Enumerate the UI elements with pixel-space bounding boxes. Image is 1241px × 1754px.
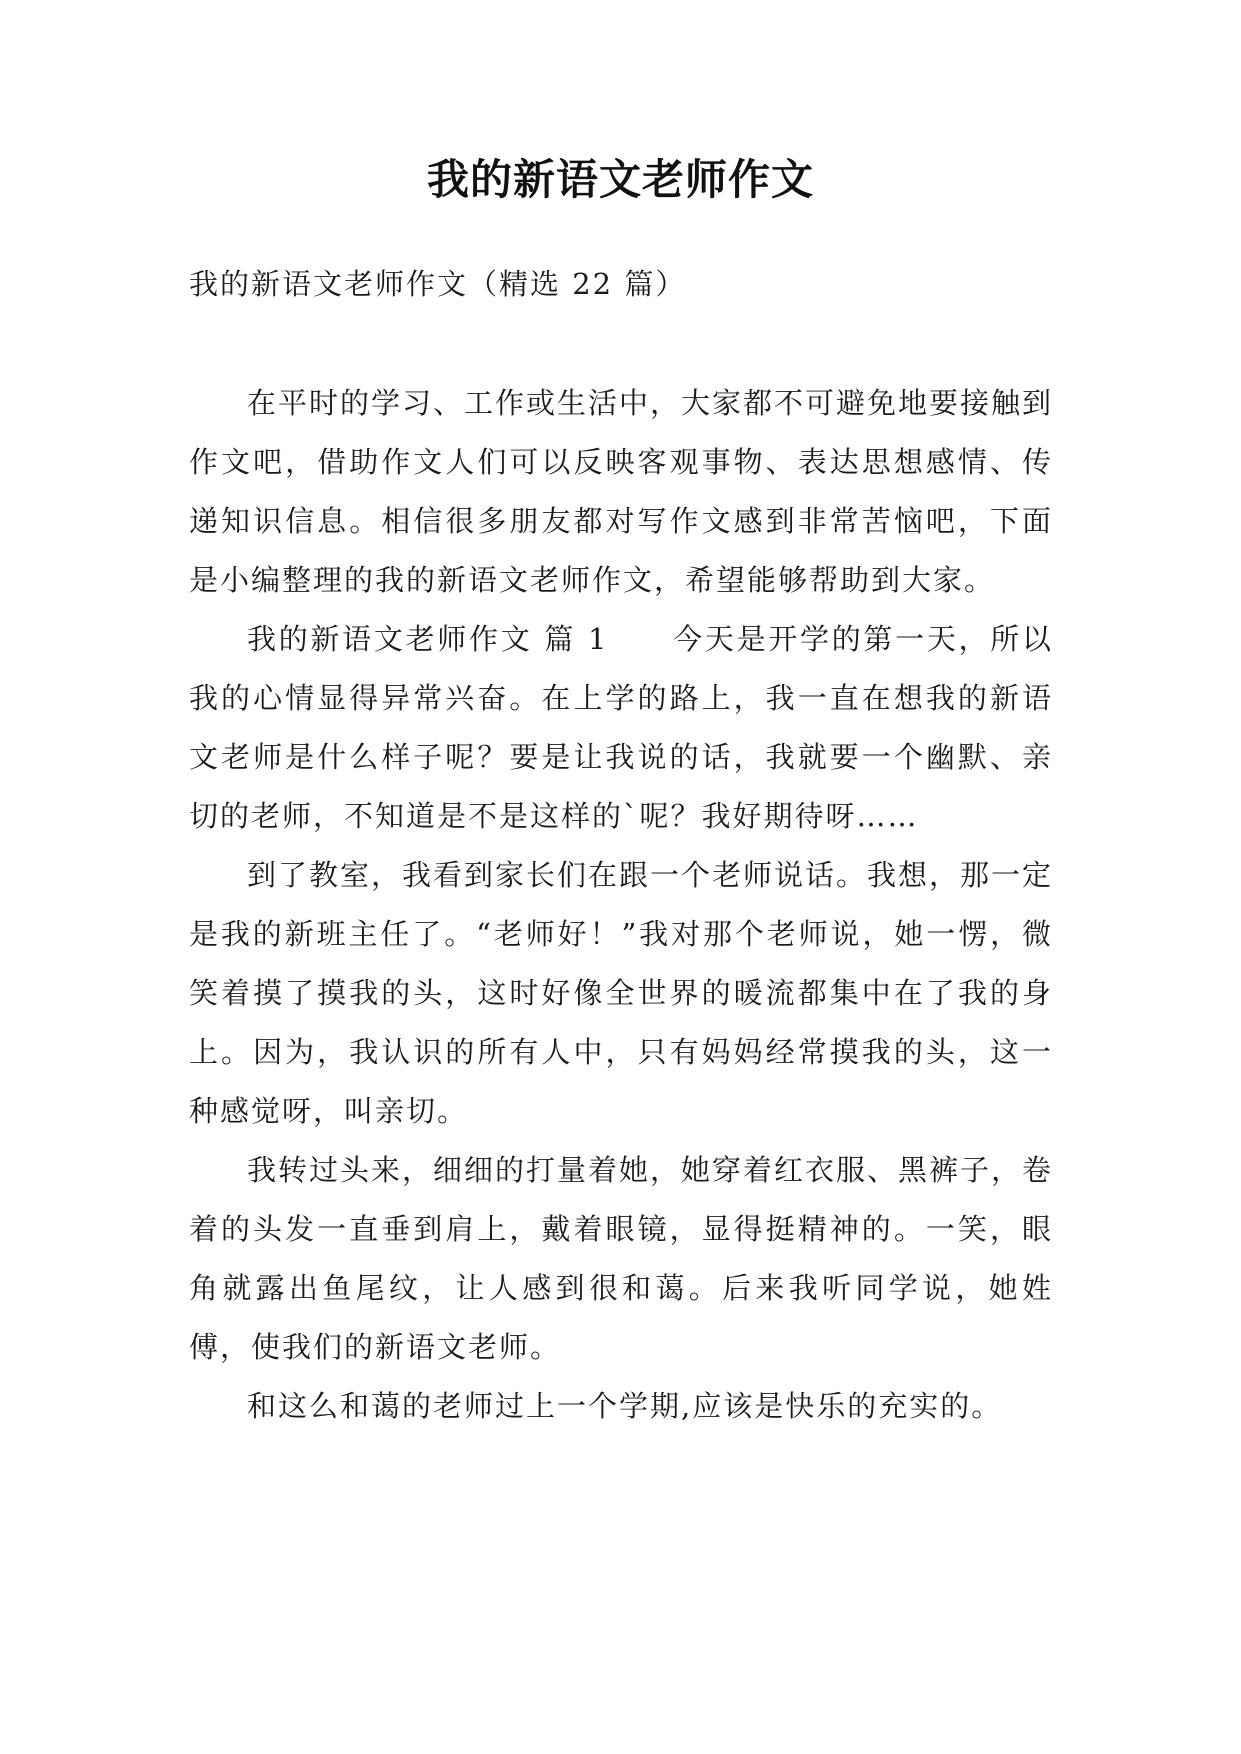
body-paragraph: 到了教室，我看到家长们在跟一个老师说话。我想，那一定是我的新班主任了。“老师好！”我对那个老师说，她一愣，微笑着摸了摸我的头，这时好像全世界的暖流都集中在了我的身上。因为，我认识的所有人中，只有妈妈经常摸我的头，这一种感觉呀，叫亲切。 [189,858,1054,1128]
section-first-text: 今天是开学的第一天，所以我的心情显得异常兴奋。在上学的路上，我一直在想我的新语文老师是什么样子呢？要是让我说的话，我就要一个幽默、亲切的老师，不知道是不是这样的`呢？我好期待呀…… [189,622,1053,833]
document-body [189,255,1053,1436]
section-1-paragraph [189,610,1053,846]
document-subtitle: 我的新语文老师作文（精选 22 篇） [189,267,687,301]
body-paragraph: 和这么和蔼的老师过上一个学期,应该是快乐的充实的。 [247,1389,1003,1423]
section-heading: 我的新语文老师作文 篇 1 [247,622,609,656]
document-title: 我的新语文老师作文 [426,155,814,204]
intro-paragraph: 在平时的学习、工作或生活中，大家都不可避免地要接触到作文吧，借助作文人们可以反映客观事物、表达思想感情、传递知识信息。相信很多朋友都对写作文感到非常苦恼吧，下面是小编整理的我的新语文老师作文，希望能够帮助到大家。 [189,386,1054,597]
body-paragraph: 我转过头来，细细的打量着她，她穿着红衣服、黑裤子，卷着的头发一直垂到肩上，戴着眼镜，显得挺精神的。一笑，眼角就露出鱼尾纹，让人感到很和蔼。后来我听同学说，她姓傅，使我们的新语文老师。 [189,1153,1054,1364]
